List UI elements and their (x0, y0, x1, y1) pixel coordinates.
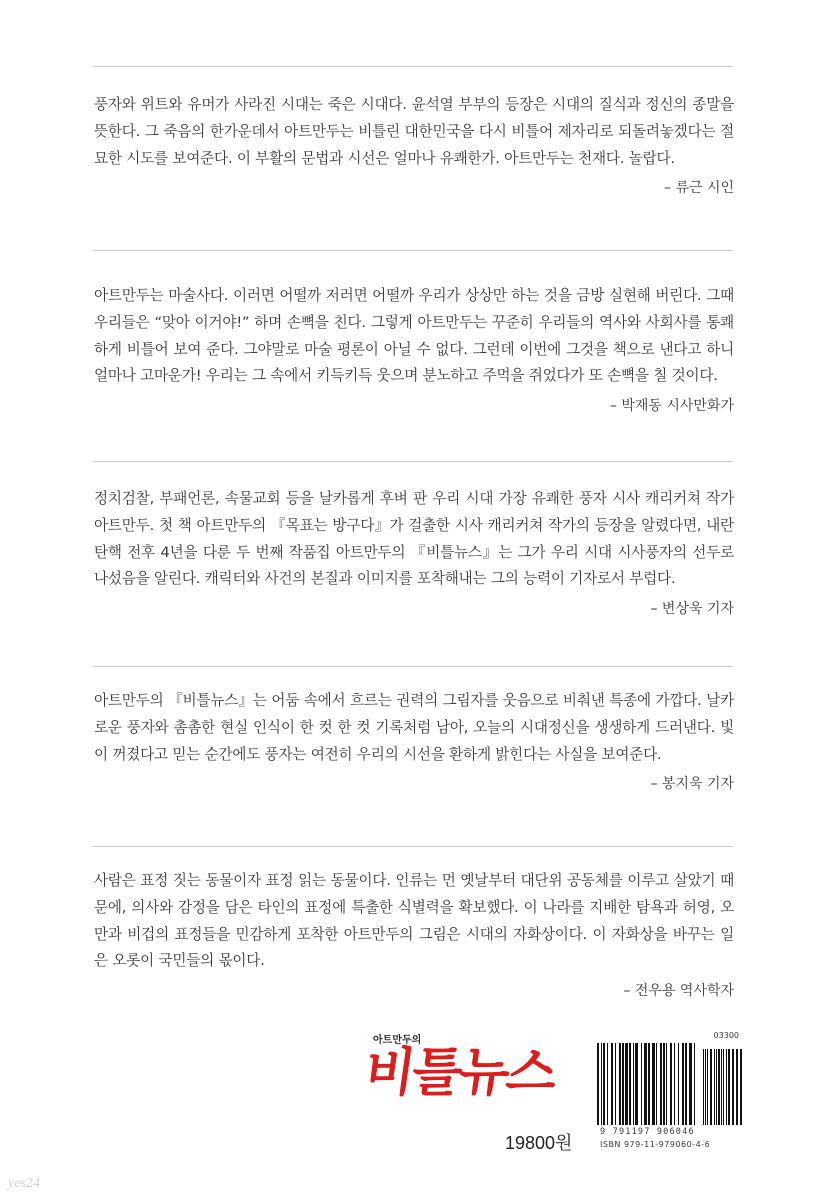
divider (92, 250, 733, 251)
quote-text: 정치검찰, 부패언론, 속물교회 등을 날카롭게 후벼 판 우리 시대 가장 유쾌한 풍자 시사 캐리커쳐 작가 아트만두. 첫 책 아트만두의 『목표는 방구다』가 걸출한 시사 캐리커쳐 작가의 등장을 알렸다면, 내란탄핵 전후 4년을 다룬 두 번째 작품집 아트만두의 『비틀뉴스』는 그가 우리 시대 시사풍자의 선두로 나섰음을 알린다. 캐릭터와 사건의 본질과 이미지를 포착해내는 그의 능력이 기자로서 부럽다. (94, 490, 734, 588)
quote-block-5 (94, 868, 734, 1003)
quote-block-1 (94, 92, 734, 200)
logo-title: 비틀뉴스 (360, 1043, 559, 1103)
quote-author: – 류근 시인 (664, 180, 734, 197)
quote-author: – 봉지욱 기자 (650, 776, 734, 793)
divider (92, 666, 733, 667)
barcode-digits: 9 791197 906046 (600, 1127, 695, 1137)
divider (92, 66, 733, 67)
isbn-text: ISBN 979-11-979060-4-6 (600, 1140, 711, 1149)
divider (92, 461, 733, 462)
quote-author: – 전우용 역사학자 (623, 983, 734, 1000)
quote-block-3 (94, 486, 734, 621)
barcode-bars-icon (595, 1043, 743, 1127)
divider (92, 846, 733, 847)
quote-block-2 (94, 283, 734, 418)
watermark-logo: yes24 (8, 1176, 40, 1191)
book-logo (360, 1031, 580, 1126)
addon-code: 03300 (713, 1031, 739, 1040)
logo-series-label: 아트만두의 (373, 1035, 422, 1046)
quote-text: 풍자와 위트와 유머가 사라진 시대는 죽은 시대다. 윤석열 부부의 등장은 시대의 질식과 정신의 종말을 뜻한다. 그 죽음의 한가운데서 아트만두는 비틀린 대한민국을 다시 비틀어 제자리로 되돌려놓겠다는 절묘한 시도를 보여준다. 이 부활의 문법과 시선은 얼마나 유쾌한가. 아트만두는 천재다. 놀랍다. (94, 96, 734, 167)
quote-text: 아트만두의 『비틀뉴스』는 어둠 속에서 흐르는 권력의 그림자를 웃음으로 비춰낸 특종에 가깝다. 날카로운 풍자와 촘촘한 현실 인식이 한 컷 한 컷 기록처럼 남아, 오늘의 시대정신을 생생하게 드러낸다. 빛이 꺼졌다고 믿는 순간에도 풍자는 여전히 우리의 시선을 환하게 밝힌다는 사실을 보여준다. (94, 692, 734, 763)
price-label: 19800원 (505, 1133, 573, 1153)
quote-author: – 변상욱 기자 (650, 601, 734, 618)
quote-text: 아트만두는 마술사다. 이러면 어떨까 저러면 어떨까 우리가 상상만 하는 것을 금방 실현해 버린다. 그때 우리들은 “맞아 이거야!” 하며 손뼉을 친다. 그렇게 아트만두는 꾸준히 우리들의 역사와 사회사를 통쾌하게 비틀어 보여 준다. 그야말로 마술 평론이 아닐 수 없다. 그런데 이번에 그것을 책으로 낸다고 하니 얼마나 고마운가! 우리는 그 속에서 키득키득 웃으며 분노하고 주먹을 쥐었다가 또 손뼉을 칠 것이다. (94, 287, 734, 385)
isbn-barcode (595, 1033, 743, 1148)
quote-text: 사람은 표정 짓는 동물이자 표정 읽는 동물이다. 인류는 먼 옛날부터 대단위 공동체를 이루고 살았기 때문에, 의사와 감정을 담은 타인의 표정에 특출한 식별력을 확보했다. 이 나라를 지배한 탐욕과 허영, 오만과 비겁의 표정들을 민감하게 포착한 아트만두의 그림은 시대의 자화상이다. 이 자화상을 바꾸는 일은 오롯이 국민들의 몫이다. (94, 872, 734, 970)
quote-author: – 박재동 시사만화가 (609, 398, 734, 415)
quote-block-4 (94, 688, 734, 796)
